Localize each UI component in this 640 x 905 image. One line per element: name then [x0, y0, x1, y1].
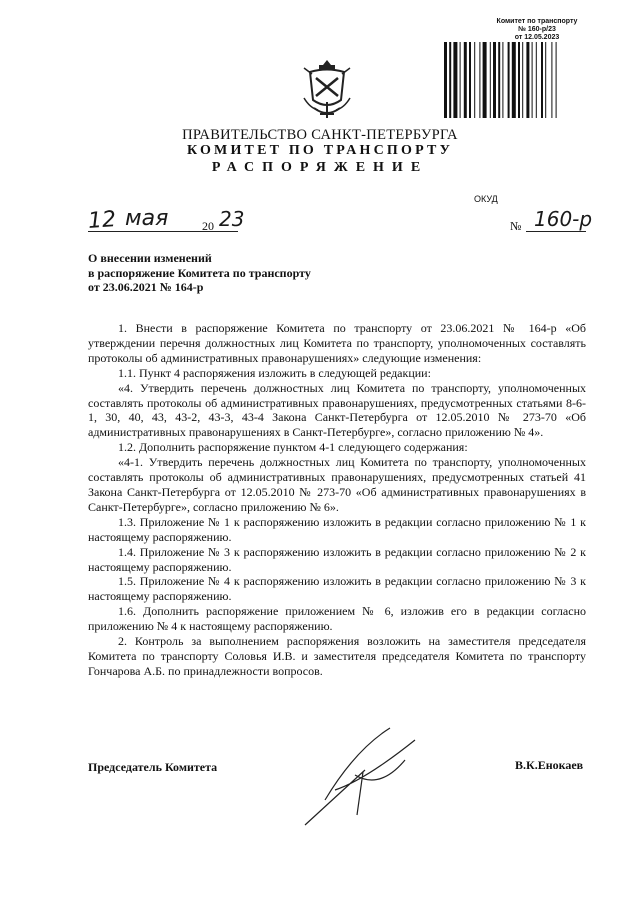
body-paragraph: 1.1. Пункт 4 распоряжения изложить в следующей редакции:	[118, 365, 431, 380]
body-paragraph: 1.3. Приложение № 1 к распоряжению изложить в редакции согласно приложению № 1 к настоящему распоряжению.	[88, 514, 586, 544]
barcode-icon	[442, 42, 622, 118]
okud-label: ОКУД	[474, 194, 498, 204]
body-paragraph: 1.2. Дополнить распоряжение пунктом 4-1 следующего содержания:	[118, 440, 468, 455]
stamp-line: Комитет по транспорту	[496, 18, 578, 25]
number-underline	[526, 231, 586, 232]
coat-of-arms-icon	[300, 58, 354, 120]
subject-line: в распоряжение Комитета по транспорту	[88, 265, 311, 280]
body-paragraph: 1.5. Приложение № 4 к распоряжению изложить в редакции согласно приложению № 3 к настоящему распоряжению.	[88, 574, 586, 604]
body-paragraph: 2. Контроль за выполнением распоряжения возложить на заместителя председателя Комитета по транспорту Соловья И.В. и заместителя председателя Комитета по транспорту Гончарова А.Б. по принадлежности вопросов.	[88, 634, 586, 678]
body-paragraph: 1. Внести в распоряжение Комитета по транспорту от 23.06.2021 № 164-р «Об утверждении перечня должностных лиц Комитета по транспорту, уполномоченных составлять протоколы об административных правонарушениях» следующие изменения:	[88, 321, 586, 365]
organization-name: ПРАВИТЕЛЬСТВО САНКТ-ПЕТЕРБУРГА	[182, 127, 458, 143]
body-paragraph: 1.6. Дополнить распоряжение приложением № 6, изложив его в редакции согласно приложению № 4 к настоящему распоряжению.	[88, 604, 586, 634]
date-underline	[88, 231, 238, 232]
subject-line: О внесении изменений	[88, 251, 212, 265]
body-paragraph: 1.4. Приложение № 3 к распоряжению изложить в редакции согласно приложению № 2 к настоящему распоряжению.	[88, 544, 586, 574]
document-type: РАСПОРЯЖЕНИЕ	[211, 160, 429, 175]
date-year-prefix: 20	[202, 219, 214, 233]
document-subject	[88, 251, 311, 295]
body-paragraph: «4. Утвердить перечень должностных лиц Комитета по транспорту, уполномоченных составлять протоколы об административных правонарушениях, предусмотренных статьями 8-6-1, 30, 40, 43, 43-2, 43-3, 43-4 Закона Санкт-Петербурга от 12.05.2010 № 273-70 «Об административных правонарушениях в Санкт-Петербурге», согласно приложению № 4».	[88, 380, 586, 440]
body-paragraph: «4-1. Утвердить перечень должностных лиц Комитета по транспорту, уполномоченных составлять протоколы об административных правонарушениях, предусмотренных статьей 41 Закона Санкт-Петербурга от 12.05.2010 № 273-70 «Об административных правонарушениях в Санкт-Петербурге», согласно приложению № 6».	[88, 455, 586, 514]
handwritten-signature	[295, 720, 425, 830]
number-sign: №	[510, 219, 522, 233]
document-number: 160-р	[534, 207, 593, 231]
stamp-line: от 12.05.2023	[514, 34, 560, 41]
stamp-line: № 160-р/23	[518, 26, 556, 33]
date-month: мая	[125, 206, 169, 231]
subject-line: от 23.06.2021 № 164-р	[88, 280, 204, 294]
date-day: 12	[87, 207, 117, 234]
registration-stamp	[452, 18, 622, 42]
committee-name: КОМИТЕТ ПО ТРАНСПОРТУ	[186, 143, 454, 158]
date-year-suffix: 23	[219, 207, 245, 231]
signer-title: Председатель Комитета	[88, 760, 218, 774]
signer-name: В.К.Енокаев	[515, 758, 584, 772]
document-body	[88, 321, 586, 679]
